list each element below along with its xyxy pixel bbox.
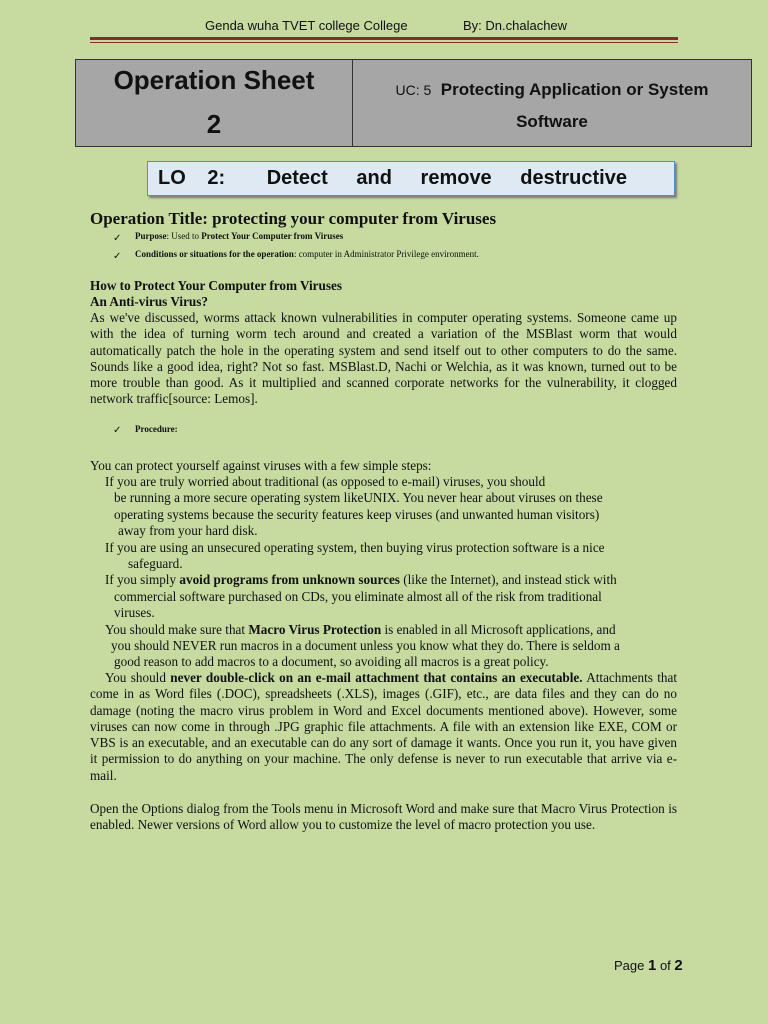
lo-word-4: destructive: [520, 167, 627, 189]
page-number: [614, 957, 683, 974]
header-rule-thick: [90, 37, 678, 40]
uc-title-text: Protecting Application or System: [440, 80, 709, 99]
step-3-line-1: [105, 572, 617, 588]
step-1-line-3: operating systems because the security features keep viruses (and unwanted human visitors): [114, 507, 600, 522]
page-current: 1: [647, 957, 657, 974]
step-3-text-a: If you simply: [105, 572, 180, 587]
step-3-line-2: commercial software purchased on CDs, you eliminate almost all of the risk from traditional: [114, 589, 602, 604]
operation-sheet-number: 2: [206, 109, 222, 139]
unit-competency-cell: [353, 60, 751, 146]
conditions-label: Conditions or situations for the operation: [135, 249, 294, 259]
header-author: By: Dn.chalachew: [463, 18, 568, 33]
step-4-bold: Macro Virus Protection: [248, 622, 382, 637]
step-4-text-a: You should make sure that: [105, 622, 249, 637]
step-5-bold: never double-click on an e-mail attachment that contains an executable.: [170, 670, 583, 685]
step-5-rest: that come in as Word files (.DOC), spreadsheets (.XLS), images (.GIF), etc., are data files and they can do no damage (noting the macro virus problem in Word and Excel documents mentioned above). However, some viruses can now come in through .JPG graphic file attachments. A file with an extension like EXE, COM or VBS is an executable, and an executable can do any sort of damage it wants. Once you run it, you have given it permission to do anything on your machine. The only defense is never to run executable that arrive via e-mail.: [90, 670, 678, 783]
checkmark-icon: ✓: [113, 233, 122, 244]
header-rule-thin: [90, 42, 678, 43]
page-word: Page: [614, 958, 648, 973]
step-5-text-c: Attachments: [582, 670, 653, 685]
page-of-word: of: [656, 958, 675, 973]
lo-word-3: remove: [420, 167, 492, 189]
operation-sheet-cell: [76, 60, 353, 146]
step-1-line-4: away from your hard disk.: [118, 523, 258, 538]
checkmark-icon: ✓: [113, 425, 122, 436]
step-5-text-a: You should: [105, 670, 171, 685]
step-4-text-c: is enabled in all Microsoft applications, and: [381, 622, 616, 637]
step-2-line-2: safeguard.: [128, 556, 183, 571]
purpose-bold: Protect Your Computer from Viruses: [201, 231, 344, 241]
section-paragraph: As we've discussed, worms attack known vulnerabilities in computer operating systems. Someone came up with the idea of turning worm tech around and created a variation of the MSBlast worm that would automatically patch the hole in the operating system and send itself out to other computers to do the same. Sounds like a good idea, right? Not so fast. MSBlast.D, Nachi or Welchia, as it was known, turned out to be more trouble than good. As it multiplied and scanned corporate networks for the vulnerability, it clogged network traffic[source: Lemos].: [90, 310, 677, 407]
title-table: [75, 59, 752, 147]
lo-word-1: Detect: [266, 167, 328, 189]
step-2-line-1: If you are using an unsecured operating system, then buying virus protection software is a nice: [105, 540, 605, 555]
operation-title: Operation Title: protecting your computer from Viruses: [90, 209, 497, 228]
uc-title-line1: [353, 74, 751, 106]
step-3-line-3: viruses.: [114, 605, 155, 620]
step-3-bold: avoid programs from unknown sources: [179, 572, 400, 587]
page-total: 2: [674, 957, 683, 974]
step-5-paragraph: [90, 670, 677, 784]
purpose-label: Purpose: [135, 231, 167, 241]
section-heading: How to Protect Your Computer from Viruses: [90, 278, 342, 293]
step-4-line-1: [105, 622, 616, 638]
purpose-text: : Used to: [166, 231, 202, 241]
step-3-text-c: (like the Internet), and instead stick with: [399, 572, 617, 587]
purpose-line: [135, 231, 343, 241]
procedure-label: Procedure:: [135, 424, 178, 434]
uc-title-line2: Software: [516, 112, 588, 131]
conditions-line: [135, 249, 479, 259]
learning-outcome-box: [147, 161, 675, 196]
step-1-line-2: be running a more secure operating system likeUNIX. You never hear about viruses on these: [114, 490, 603, 505]
section-subheading: An Anti-virus Virus?: [90, 294, 208, 309]
header-college: Genda wuha TVET college College: [205, 18, 408, 33]
closing-paragraph: Open the Options dialog from the Tools menu in Microsoft Word and make sure that Macro Virus Protection is enabled. Newer versions of Word allow you to customize the level of macro protection you use.: [90, 801, 677, 833]
operation-sheet-title: Operation Sheet: [113, 65, 315, 95]
lo-code: LO: [158, 167, 186, 189]
step-4-line-2: you should NEVER run macros in a document unless you know what they do. There is seldom a: [111, 638, 620, 653]
step-1-line-1: If you are truly worried about traditional (as opposed to e-mail) viruses, you should: [105, 474, 546, 489]
conditions-text: : computer in Administrator Privilege environment.: [293, 249, 479, 259]
checkmark-icon: ✓: [113, 251, 122, 262]
lo-number: 2:: [207, 167, 226, 189]
step-4-line-3: good reason to add macros to a document, so avoiding all macros is a great policy.: [114, 654, 549, 669]
lo-word-2: and: [356, 167, 392, 189]
uc-label: UC: 5: [395, 82, 432, 98]
steps-intro: You can protect yourself against viruses with a few simple steps:: [90, 458, 432, 473]
